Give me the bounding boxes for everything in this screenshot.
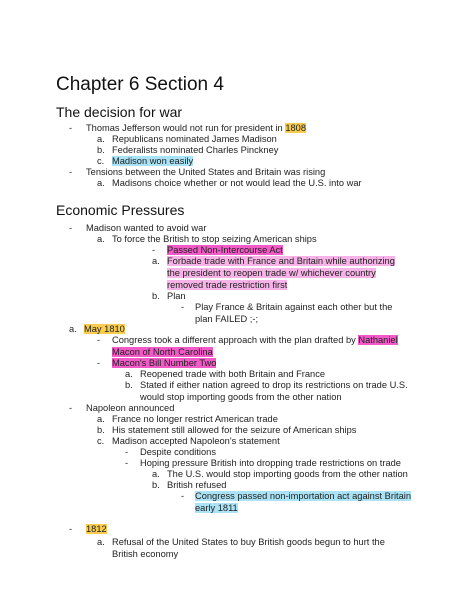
highlight-yellow: 1812 <box>86 524 107 534</box>
list-item: His statement still allowed for the seizure of American ships <box>112 425 357 435</box>
marker-b: b. <box>97 425 105 435</box>
highlight-yellow: May 1810 <box>84 324 125 334</box>
list-item: Napoleon announced <box>86 403 175 413</box>
marker-b: b. <box>125 380 133 390</box>
marker-a: a. <box>97 234 105 244</box>
list-item: Plan <box>167 291 186 301</box>
bullet-dash: - <box>69 223 73 233</box>
marker-a: a. <box>97 178 105 188</box>
page-title: Chapter 6 Section 4 <box>56 74 224 95</box>
marker-a: a. <box>97 134 105 144</box>
bullet-dash: - <box>125 458 129 468</box>
item-text: Thomas Jefferson would not run for president in <box>86 123 286 133</box>
list-item: Refusal of the United States to buy British goods begun to hurt the British economy <box>112 537 385 559</box>
item-text: Congress took a different approach with the plan drafted by <box>112 335 359 345</box>
section-heading-decision: The decision for war <box>56 104 183 120</box>
list-item: The U.S. would stop importing goods from the other nation <box>167 469 408 479</box>
list-item: Madisons choice whether or not would lead the U.S. into war <box>112 178 362 188</box>
list-item: Reopened trade with both Britain and France <box>140 369 326 379</box>
list-item <box>195 490 423 514</box>
marker-b: b. <box>97 145 105 155</box>
bullet-dash: - <box>97 358 101 368</box>
marker-a: a. <box>152 469 160 479</box>
bullet-dash: - <box>152 245 156 255</box>
list-item: To force the British to stop seizing American ships <box>112 234 317 244</box>
marker-b: b. <box>152 291 160 301</box>
marker-a: a. <box>97 414 105 424</box>
list-item: Stated if either nation agreed to drop its restrictions on trade U.S. would stop importing goods from the other nation <box>140 380 408 402</box>
list-item: Madison wanted to avoid war <box>86 223 207 233</box>
bullet-dash: - <box>125 447 129 457</box>
section-heading-economic: Economic Pressures <box>56 202 185 218</box>
marker-c: c. <box>97 156 105 166</box>
list-item: British refused <box>167 480 227 490</box>
list-item <box>112 334 417 358</box>
bullet-dash: - <box>69 524 73 534</box>
marker-a: a. <box>125 369 133 379</box>
list-item <box>167 255 407 291</box>
bullet-dash: - <box>181 302 185 312</box>
bullet-dash: - <box>69 167 73 177</box>
marker-c: c. <box>97 436 105 446</box>
list-item: Play France & Britain against each other but the plan FAILED ;-; <box>195 302 393 324</box>
list-item: Hoping pressure British into dropping trade restrictions on trade <box>140 458 401 468</box>
highlight-pink: Macon's Bill Number Two <box>112 358 217 368</box>
bullet-dash: - <box>97 335 101 345</box>
highlight-pink: Nathaniel Macon of North Carolina <box>112 335 398 357</box>
marker-b: b. <box>152 480 160 490</box>
highlight-yellow: 1808 <box>285 123 306 133</box>
list-item: Tensions between the United States and Britain was rising <box>86 167 326 177</box>
bullet-dash: - <box>181 491 185 501</box>
highlight-pink: Passed Non-Intercourse Act <box>167 245 283 255</box>
list-item: France no longer restrict American trade <box>112 414 278 424</box>
marker-a: a. <box>97 537 105 547</box>
list-item <box>86 523 107 535</box>
list-item: Republicans nominated James Madison <box>112 134 277 144</box>
list-item: Despite conditions <box>140 447 216 457</box>
bullet-dash: - <box>69 403 73 413</box>
list-item: Madison accepted Napoleon's statement <box>112 436 280 446</box>
list-item: Federalists nominated Charles Pinckney <box>112 145 279 155</box>
highlight-blue: Congress passed non-importation act against Britain early 1811 <box>195 491 412 513</box>
highlight-light-pink: Forbade trade with France and Britain while authorizing the president to reopen trade w/ whichever country removed trade restriction first <box>167 256 395 290</box>
marker-a: a. <box>152 256 160 266</box>
highlight-blue: Madison won easily <box>112 156 194 166</box>
bullet-dash: - <box>69 123 73 133</box>
marker-a: a. <box>69 324 77 334</box>
